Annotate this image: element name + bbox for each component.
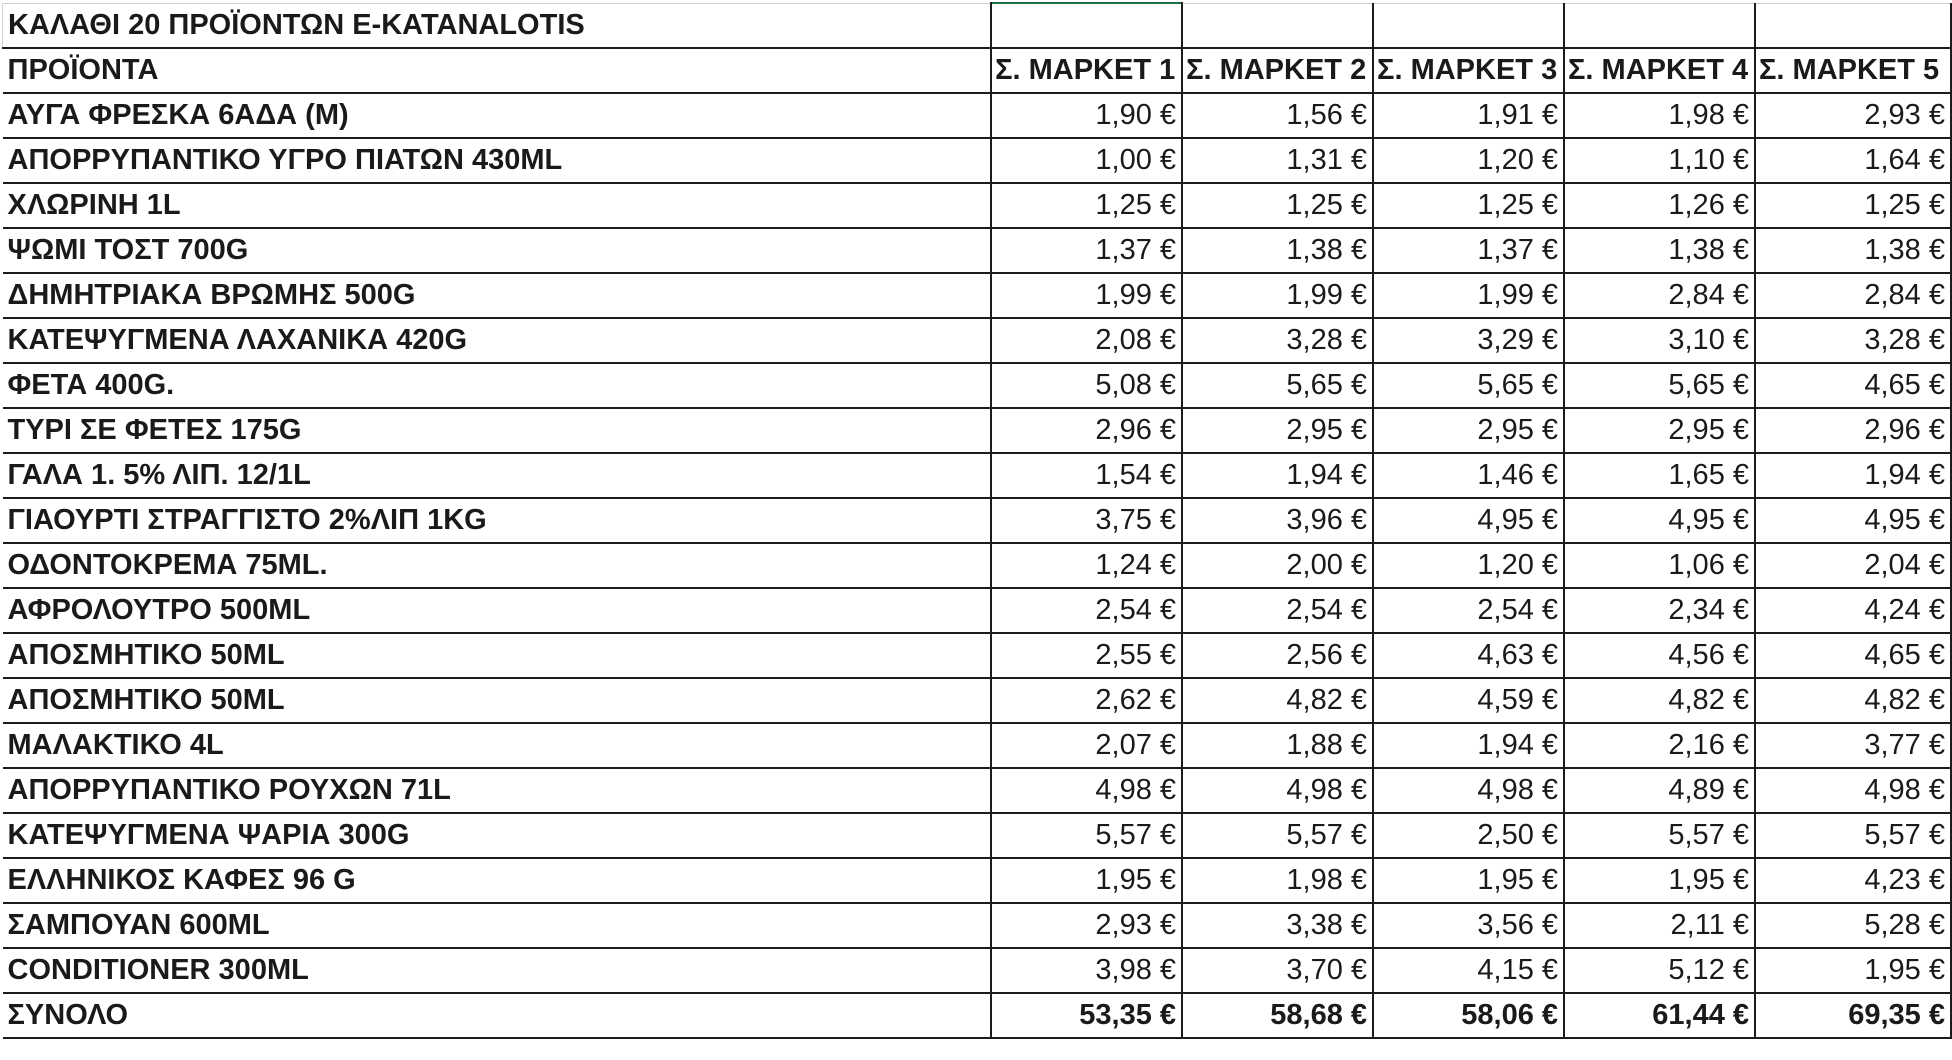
table-row xyxy=(3,93,1952,138)
price-cell-market-4[interactable]: 2,11 € xyxy=(1564,903,1755,948)
price-cell-market-3[interactable]: 1,94 € xyxy=(1373,723,1564,768)
price-cell-market-2[interactable]: 1,31 € xyxy=(1182,138,1373,183)
price-cell-market-5[interactable]: 5,28 € xyxy=(1755,903,1951,948)
table-row xyxy=(3,408,1952,453)
price-cell-market-1[interactable]: 1,25 € xyxy=(991,183,1182,228)
empty-cell[interactable] xyxy=(1373,3,1564,48)
price-cell-market-4[interactable]: 4,56 € xyxy=(1564,633,1755,678)
price-cell-market-2[interactable]: 1,56 € xyxy=(1182,93,1373,138)
price-cell-market-5[interactable]: 4,98 € xyxy=(1755,768,1951,813)
table-row xyxy=(3,363,1952,408)
price-cell-market-4[interactable]: 1,98 € xyxy=(1564,93,1755,138)
table-row xyxy=(3,813,1952,858)
market-1-header[interactable]: Σ. ΜΑΡΚΕΤ 1 xyxy=(991,48,1182,93)
price-cell-market-3[interactable]: 3,56 € xyxy=(1373,903,1564,948)
total-market-3[interactable]: 58,06 € xyxy=(1373,993,1564,1038)
price-cell-market-4[interactable]: 4,89 € xyxy=(1564,768,1755,813)
title-row xyxy=(3,3,1952,48)
price-cell-market-3[interactable]: 1,95 € xyxy=(1373,858,1564,903)
sheet-title[interactable]: ΚΑΛΑΘΙ 20 ΠΡΟΪΟΝΤΩΝ E-KATANALOTIS xyxy=(3,3,992,48)
product-name-cell[interactable]: ΣΑΜΠΟΥΑΝ 600ML xyxy=(3,903,992,948)
market-5-header[interactable]: Σ. ΜΑΡΚΕΤ 5 xyxy=(1755,48,1951,93)
product-name-cell[interactable]: ΤΥΡΙ ΣΕ ΦΕΤΕΣ 175G xyxy=(3,408,992,453)
price-cell-market-1[interactable]: 1,99 € xyxy=(991,273,1182,318)
product-name-cell[interactable]: ΚΑΤΕΨΥΓΜΕΝΑ ΨΑΡΙΑ 300G xyxy=(3,813,992,858)
table-row xyxy=(3,453,1952,498)
product-name-cell[interactable]: ΑΦΡΟΛΟΥΤΡΟ 500ML xyxy=(3,588,992,633)
product-name-cell[interactable]: ΓΙΑΟΥΡΤΙ ΣΤΡΑΓΓΙΣΤΟ 2%ΛΙΠ 1KG xyxy=(3,498,992,543)
price-cell-market-2[interactable]: 2,56 € xyxy=(1182,633,1373,678)
table-row xyxy=(3,723,1952,768)
price-cell-market-1[interactable]: 2,62 € xyxy=(991,678,1182,723)
market-3-header[interactable]: Σ. ΜΑΡΚΕΤ 3 xyxy=(1373,48,1564,93)
price-cell-market-5[interactable]: 1,95 € xyxy=(1755,948,1951,993)
table-body xyxy=(3,3,1952,1038)
price-cell-market-1[interactable]: 2,96 € xyxy=(991,408,1182,453)
price-cell-market-3[interactable]: 4,95 € xyxy=(1373,498,1564,543)
price-cell-market-4[interactable]: 4,95 € xyxy=(1564,498,1755,543)
market-2-header[interactable]: Σ. ΜΑΡΚΕΤ 2 xyxy=(1182,48,1373,93)
price-cell-market-1[interactable]: 4,98 € xyxy=(991,768,1182,813)
table-row xyxy=(3,948,1952,993)
price-cell-market-3[interactable]: 5,65 € xyxy=(1373,363,1564,408)
product-name-cell[interactable]: ΑΠΟΣΜΗΤΙΚΟ 50ML xyxy=(3,678,992,723)
price-cell-market-3[interactable]: 1,20 € xyxy=(1373,138,1564,183)
price-cell-market-1[interactable]: 2,54 € xyxy=(991,588,1182,633)
price-cell-market-2[interactable]: 3,28 € xyxy=(1182,318,1373,363)
price-cell-market-2[interactable]: 2,54 € xyxy=(1182,588,1373,633)
product-name-cell[interactable]: ΑΥΓΑ ΦΡΕΣΚΑ 6ΑΔΑ (Μ) xyxy=(3,93,992,138)
product-name-cell[interactable]: CONDITIONER 300ML xyxy=(3,948,992,993)
price-cell-market-3[interactable]: 2,95 € xyxy=(1373,408,1564,453)
price-cell-market-4[interactable]: 1,38 € xyxy=(1564,228,1755,273)
price-cell-market-2[interactable]: 3,70 € xyxy=(1182,948,1373,993)
price-cell-market-2[interactable]: 2,95 € xyxy=(1182,408,1373,453)
market-4-header[interactable]: Σ. ΜΑΡΚΕΤ 4 xyxy=(1564,48,1755,93)
price-cell-market-5[interactable]: 1,38 € xyxy=(1755,228,1951,273)
table-row xyxy=(3,318,1952,363)
table-row xyxy=(3,273,1952,318)
product-name-cell[interactable]: ΧΛΩΡΙΝΗ 1L xyxy=(3,183,992,228)
price-cell-market-5[interactable]: 4,65 € xyxy=(1755,363,1951,408)
empty-cell[interactable] xyxy=(1182,3,1373,48)
price-cell-market-2[interactable]: 4,98 € xyxy=(1182,768,1373,813)
price-cell-market-1[interactable]: 3,75 € xyxy=(991,498,1182,543)
price-cell-market-2[interactable]: 2,00 € xyxy=(1182,543,1373,588)
price-cell-market-4[interactable]: 3,10 € xyxy=(1564,318,1755,363)
product-name-cell[interactable]: ΦΕΤΑ 400G. xyxy=(3,363,992,408)
price-cell-market-4[interactable]: 2,84 € xyxy=(1564,273,1755,318)
price-cell-market-3[interactable]: 4,15 € xyxy=(1373,948,1564,993)
price-cell-market-5[interactable]: 4,82 € xyxy=(1755,678,1951,723)
price-cell-market-2[interactable]: 1,38 € xyxy=(1182,228,1373,273)
price-cell-market-2[interactable]: 4,82 € xyxy=(1182,678,1373,723)
table-row xyxy=(3,543,1952,588)
price-cell-market-4[interactable]: 5,12 € xyxy=(1564,948,1755,993)
table-row xyxy=(3,678,1952,723)
price-cell-market-2[interactable]: 5,57 € xyxy=(1182,813,1373,858)
product-name-cell[interactable]: ΚΑΤΕΨΥΓΜΕΝΑ ΛΑΧΑΝΙΚΑ 420G xyxy=(3,318,992,363)
price-cell-market-1[interactable]: 1,00 € xyxy=(991,138,1182,183)
table-row xyxy=(3,228,1952,273)
price-cell-market-2[interactable]: 1,88 € xyxy=(1182,723,1373,768)
product-name-cell[interactable]: ΜΑΛΑΚΤΙΚΟ 4L xyxy=(3,723,992,768)
total-market-4[interactable]: 61,44 € xyxy=(1564,993,1755,1038)
price-cell-market-2[interactable]: 1,99 € xyxy=(1182,273,1373,318)
price-cell-market-5[interactable]: 2,04 € xyxy=(1755,543,1951,588)
price-cell-market-1[interactable]: 2,07 € xyxy=(991,723,1182,768)
product-name-cell[interactable]: ΔΗΜΗΤΡΙΑΚΑ ΒΡΩΜΗΣ 500G xyxy=(3,273,992,318)
table-row xyxy=(3,633,1952,678)
price-cell-market-3[interactable]: 3,29 € xyxy=(1373,318,1564,363)
empty-cell[interactable] xyxy=(1564,3,1755,48)
price-cell-market-5[interactable]: 3,77 € xyxy=(1755,723,1951,768)
price-cell-market-4[interactable]: 2,34 € xyxy=(1564,588,1755,633)
product-name-cell[interactable]: ΨΩΜΙ ΤΟΣΤ 700G xyxy=(3,228,992,273)
price-cell-market-2[interactable]: 5,65 € xyxy=(1182,363,1373,408)
product-name-cell[interactable]: ΕΛΛΗΝΙΚΟΣ ΚΑΦΕΣ 96 G xyxy=(3,858,992,903)
price-cell-market-1[interactable]: 1,90 € xyxy=(991,93,1182,138)
price-cell-market-3[interactable]: 4,59 € xyxy=(1373,678,1564,723)
product-name-cell[interactable]: ΑΠΟΡΡΥΠΑΝΤΙΚΟ ΥΓΡΟ ΠΙΑΤΩΝ 430ML xyxy=(3,138,992,183)
price-cell-market-2[interactable]: 1,25 € xyxy=(1182,183,1373,228)
price-cell-market-5[interactable]: 4,23 € xyxy=(1755,858,1951,903)
price-cell-market-4[interactable]: 2,95 € xyxy=(1564,408,1755,453)
price-cell-market-5[interactable]: 4,24 € xyxy=(1755,588,1951,633)
price-cell-market-4[interactable]: 5,65 € xyxy=(1564,363,1755,408)
price-cell-market-3[interactable]: 4,63 € xyxy=(1373,633,1564,678)
price-cell-market-2[interactable]: 3,38 € xyxy=(1182,903,1373,948)
price-cell-market-5[interactable]: 1,64 € xyxy=(1755,138,1951,183)
price-cell-market-5[interactable]: 2,93 € xyxy=(1755,93,1951,138)
table-row xyxy=(3,903,1952,948)
table-row xyxy=(3,138,1952,183)
table-row xyxy=(3,768,1952,813)
price-cell-market-2[interactable]: 3,96 € xyxy=(1182,498,1373,543)
empty-cell[interactable] xyxy=(991,3,1182,48)
total-market-1[interactable]: 53,35 € xyxy=(991,993,1182,1038)
price-cell-market-4[interactable]: 1,06 € xyxy=(1564,543,1755,588)
product-name-cell[interactable]: ΟΔΟΝΤΟΚΡΕΜΑ 75ML. xyxy=(3,543,992,588)
product-name-cell[interactable]: ΑΠΟΡΡΥΠΑΝΤΙΚΟ ΡΟΥΧΩΝ 71L xyxy=(3,768,992,813)
price-comparison-table xyxy=(2,2,1952,1039)
table-row xyxy=(3,588,1952,633)
price-cell-market-4[interactable]: 1,10 € xyxy=(1564,138,1755,183)
price-cell-market-1[interactable]: 1,54 € xyxy=(991,453,1182,498)
total-market-2[interactable]: 58,68 € xyxy=(1182,993,1373,1038)
price-cell-market-1[interactable]: 2,55 € xyxy=(991,633,1182,678)
price-cell-market-3[interactable]: 1,46 € xyxy=(1373,453,1564,498)
price-cell-market-4[interactable]: 5,57 € xyxy=(1564,813,1755,858)
price-cell-market-4[interactable]: 4,82 € xyxy=(1564,678,1755,723)
price-cell-market-5[interactable]: 1,25 € xyxy=(1755,183,1951,228)
price-cell-market-3[interactable]: 4,98 € xyxy=(1373,768,1564,813)
price-cell-market-2[interactable]: 1,98 € xyxy=(1182,858,1373,903)
price-cell-market-2[interactable]: 1,94 € xyxy=(1182,453,1373,498)
price-cell-market-1[interactable]: 2,93 € xyxy=(991,903,1182,948)
price-cell-market-3[interactable]: 2,50 € xyxy=(1373,813,1564,858)
empty-cell[interactable] xyxy=(1755,3,1951,48)
price-cell-market-1[interactable]: 1,95 € xyxy=(991,858,1182,903)
price-cell-market-1[interactable]: 2,08 € xyxy=(991,318,1182,363)
price-cell-market-3[interactable]: 1,20 € xyxy=(1373,543,1564,588)
price-cell-market-4[interactable]: 2,16 € xyxy=(1564,723,1755,768)
table-row xyxy=(3,858,1952,903)
header-row xyxy=(3,48,1952,93)
price-cell-market-5[interactable]: 2,84 € xyxy=(1755,273,1951,318)
price-cell-market-1[interactable]: 5,08 € xyxy=(991,363,1182,408)
price-cell-market-4[interactable]: 1,26 € xyxy=(1564,183,1755,228)
table-row xyxy=(3,183,1952,228)
price-cell-market-3[interactable]: 1,25 € xyxy=(1373,183,1564,228)
price-cell-market-5[interactable]: 1,94 € xyxy=(1755,453,1951,498)
price-cell-market-4[interactable]: 1,95 € xyxy=(1564,858,1755,903)
price-cell-market-3[interactable]: 1,99 € xyxy=(1373,273,1564,318)
price-cell-market-5[interactable]: 2,96 € xyxy=(1755,408,1951,453)
table-row xyxy=(3,498,1952,543)
price-cell-market-5[interactable]: 4,95 € xyxy=(1755,498,1951,543)
product-name-cell[interactable]: ΑΠΟΣΜΗΤΙΚΟ 50ML xyxy=(3,633,992,678)
total-label[interactable]: ΣΥΝΟΛΟ xyxy=(3,993,992,1038)
price-cell-market-1[interactable]: 5,57 € xyxy=(991,813,1182,858)
price-cell-market-4[interactable]: 1,65 € xyxy=(1564,453,1755,498)
price-cell-market-5[interactable]: 5,57 € xyxy=(1755,813,1951,858)
price-cell-market-5[interactable]: 4,65 € xyxy=(1755,633,1951,678)
price-cell-market-3[interactable]: 1,37 € xyxy=(1373,228,1564,273)
products-header[interactable]: ΠΡΟΪΟΝΤΑ xyxy=(3,48,992,93)
price-cell-market-1[interactable]: 1,24 € xyxy=(991,543,1182,588)
price-cell-market-1[interactable]: 1,37 € xyxy=(991,228,1182,273)
product-name-cell[interactable]: ΓΑΛΑ 1. 5% ΛΙΠ. 12/1L xyxy=(3,453,992,498)
price-cell-market-3[interactable]: 1,91 € xyxy=(1373,93,1564,138)
total-market-5[interactable]: 69,35 € xyxy=(1755,993,1951,1038)
total-row xyxy=(3,993,1952,1038)
price-cell-market-1[interactable]: 3,98 € xyxy=(991,948,1182,993)
price-cell-market-3[interactable]: 2,54 € xyxy=(1373,588,1564,633)
price-cell-market-5[interactable]: 3,28 € xyxy=(1755,318,1951,363)
